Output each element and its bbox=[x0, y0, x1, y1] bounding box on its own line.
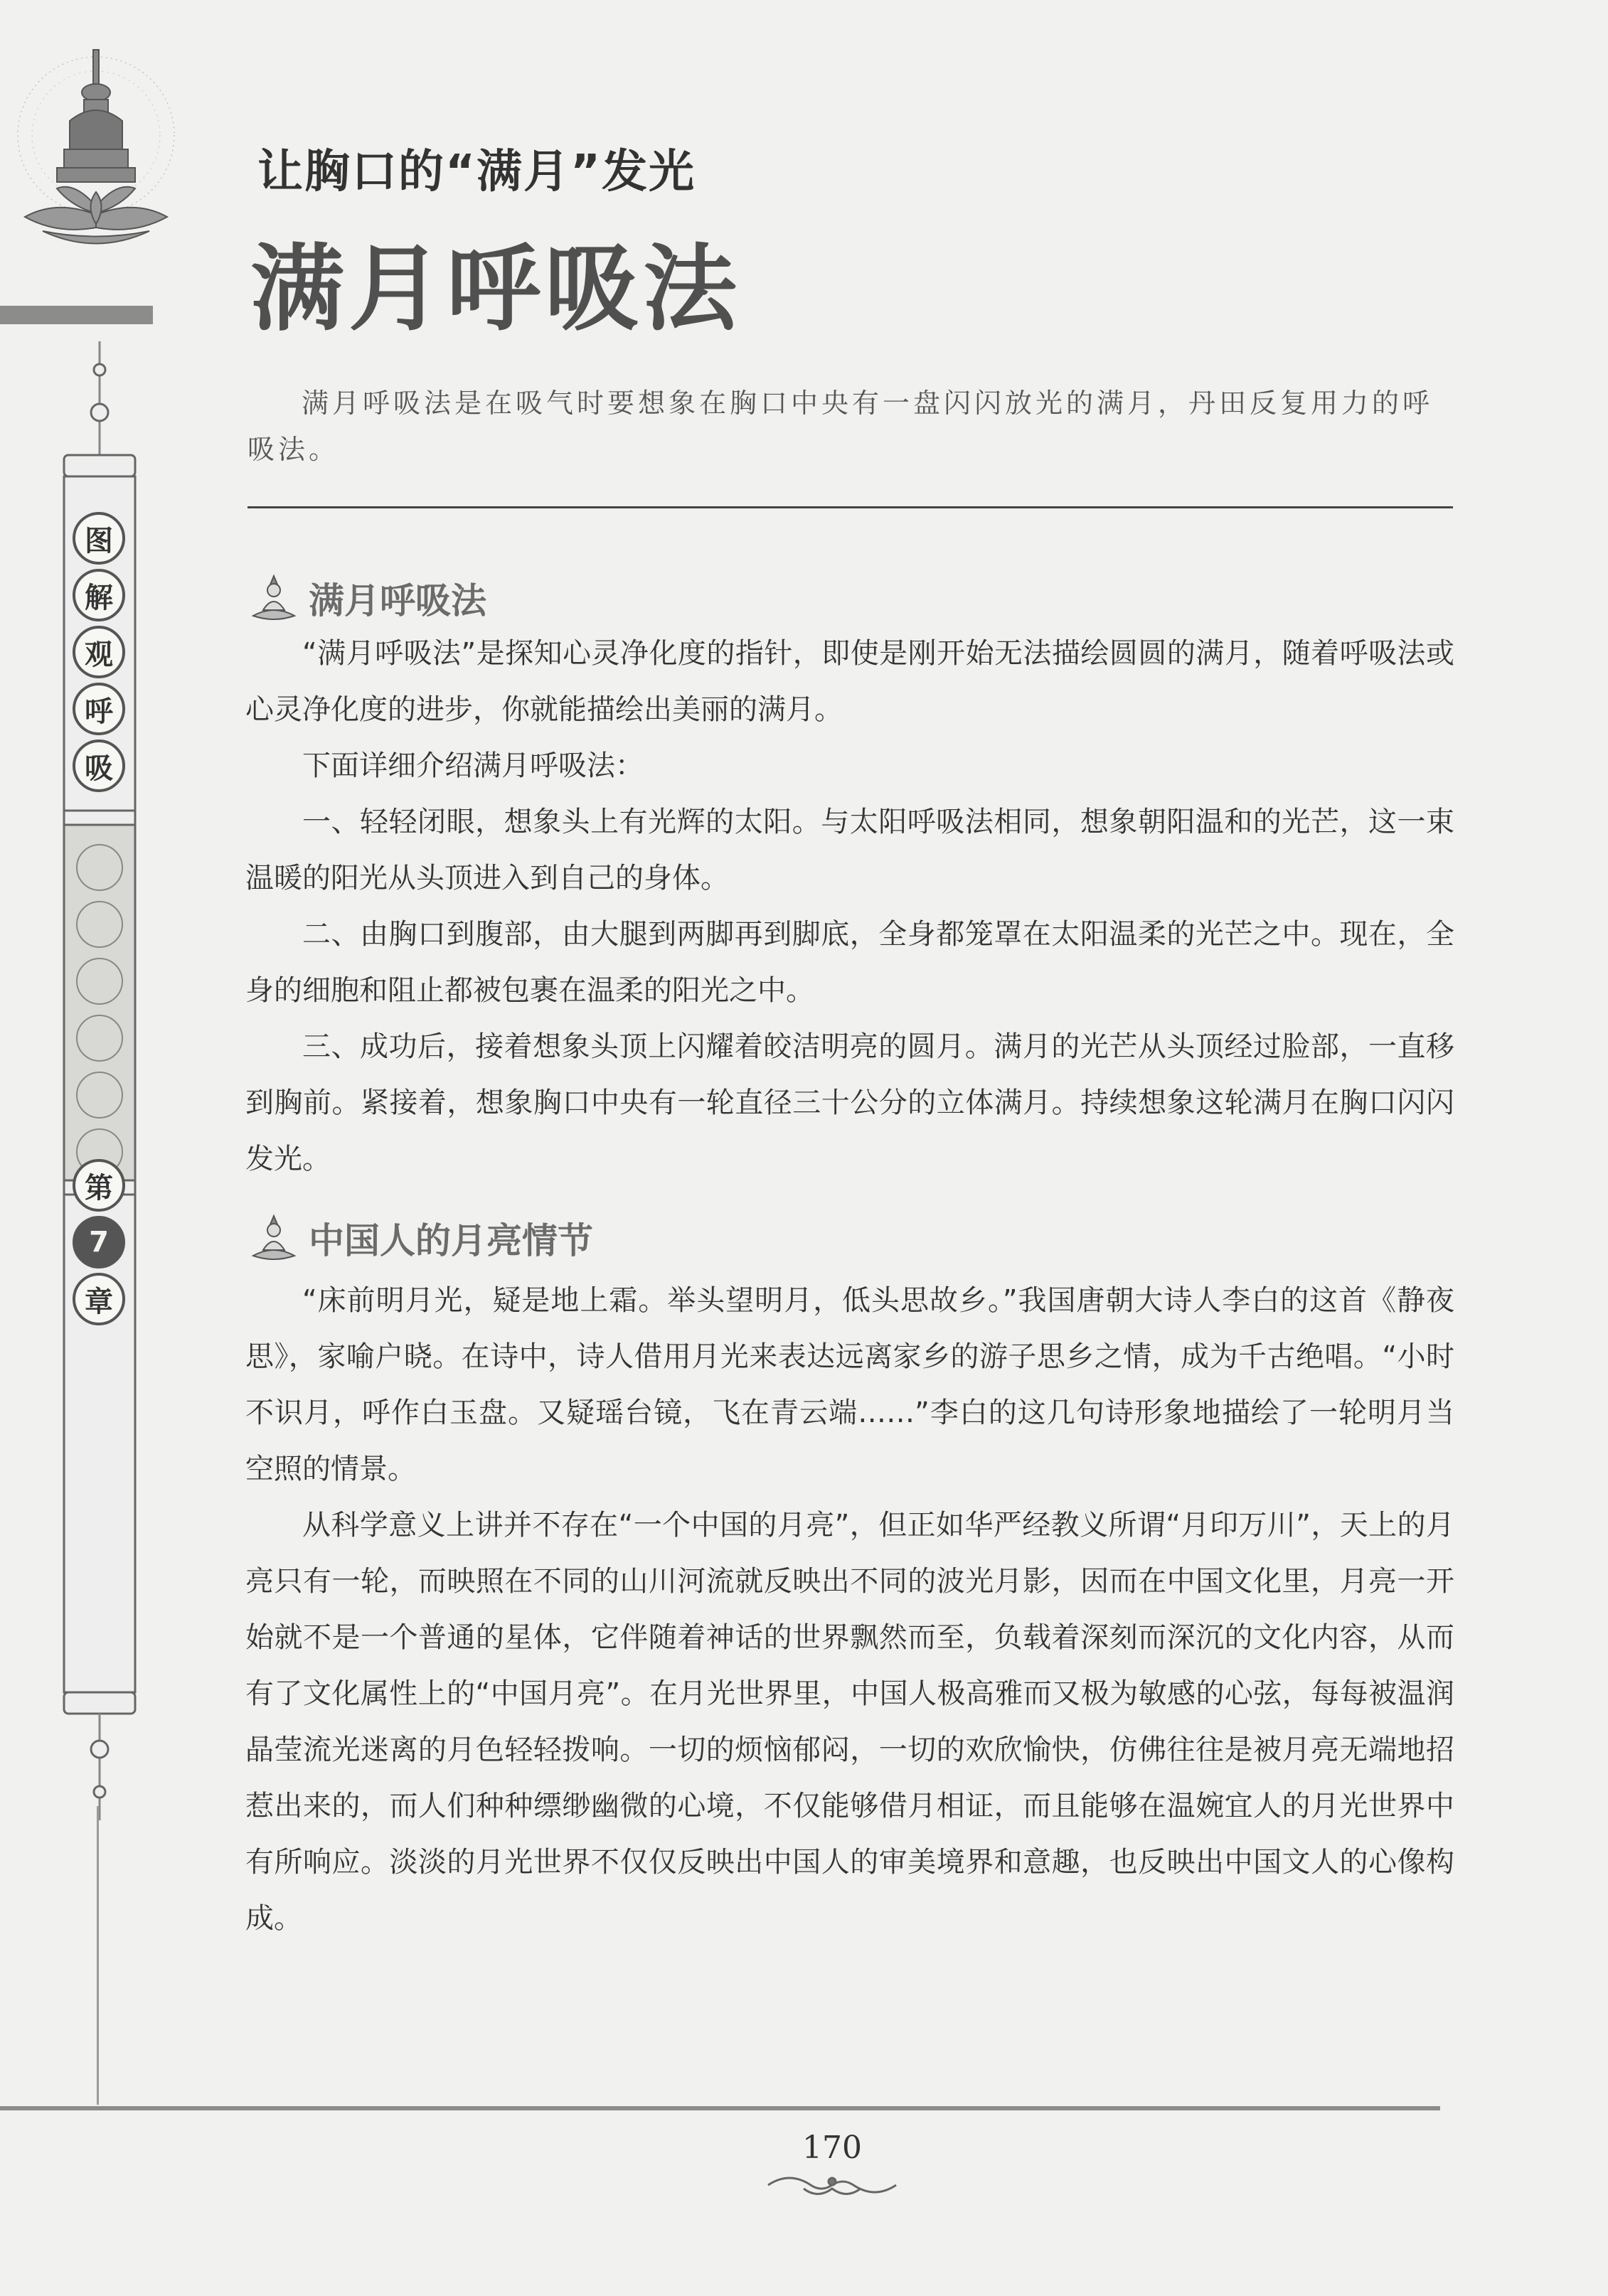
side-title-char: 吸 bbox=[73, 739, 125, 792]
chapter-number: 7 bbox=[73, 1216, 125, 1269]
body-paragraph: 从科学意义上讲并不存在“一个中国的月亮”，但正如华严经教义所谓“月印万川”，天上的月亮只有一轮，而映照在不同的山川河流就反映出不同的波光月影，因而在中国文化里，月亮一开始就不是一个普通的星体，它伴随着神话的世界飘然而至，负载着深刻而深沉的文化内容，从而有了文化属性上的“中国月亮”。在月光世界里，中国人极高雅而又极为敏感的心弦，每每被温润晶莹流光迷离的月色轻轻拨响。一切的烦恼郁闷，一切的欢欣愉快，仿佛往往是被月亮无端地招惹出来的，而人们种种缥缈幽微的心境，不仅能够借月相证，而且能够在温婉宜人的月光世界中有所响应。淡淡的月光世界不仅仅反映出中国人的审美境界和意趣，也反映出中国文人的心像构成。 bbox=[245, 1509, 1454, 1935]
side-book-title bbox=[71, 512, 127, 792]
footer-rule bbox=[0, 2106, 1440, 2110]
top-decorative-bar bbox=[0, 306, 153, 324]
side-title-char: 观 bbox=[73, 626, 125, 678]
body-paragraph: 二、由胸口到腹部，由大腿到两脚再到脚底，全身都笼罩在太阳温柔的光芒之中。现在，全身的细胞和阻止都被包裹在温柔的阳光之中。 bbox=[245, 918, 1454, 1007]
chapter-char: 第 bbox=[73, 1159, 125, 1212]
chapter-char: 章 bbox=[73, 1273, 125, 1325]
stupa-lotus-emblem bbox=[14, 28, 178, 284]
body-paragraph: “床前明月光，疑是地上霜。举头望明月，低头思故乡。”我国唐朝大诗人李白的这首《静夜思》，家喻户晓。在诗中，诗人借用月光来表达远离家乡的游子思乡之情，成为千古绝唱。“小时不识月，呼作白玉盘。又疑瑶台镜，飞在青云端……”李白的这几句诗形象地描绘了一轮明月当空照的情景。 bbox=[245, 1284, 1454, 1485]
page-subtitle: 让胸口的“满月”发光 bbox=[257, 146, 696, 198]
section-heading-text: 中国人的月亮情节 bbox=[309, 1219, 593, 1261]
meditating-figure-icon bbox=[249, 1213, 299, 1263]
side-title-char: 图 bbox=[73, 512, 125, 565]
pillar-tail-line bbox=[97, 1806, 99, 2105]
body-paragraph: “满月呼吸法”是探知心灵净化度的指针，即使是刚开始无法描绘圆圆的满月，随着呼吸法或心灵净化度的进步，你就能描绘出美丽的满月。 bbox=[245, 637, 1454, 726]
section-heading bbox=[249, 572, 486, 624]
meditating-figure-icon bbox=[249, 573, 299, 623]
intro-paragraph: 满月呼吸法是在吸气时要想象在胸口中央有一盘闪闪放光的满月，丹田反复用力的呼吸法。 bbox=[247, 388, 1434, 465]
section-heading-text: 满月呼吸法 bbox=[309, 580, 486, 621]
chapter-badge bbox=[71, 1159, 127, 1325]
page-title: 满月呼吸法 bbox=[250, 234, 741, 344]
body-paragraph: 三、成功后，接着想象头顶上闪耀着皎洁明亮的圆月。满月的光芒从头顶经过脸部，一直移到胸前。紧接着，想象胸口中央有一轮直径三十公分的立体满月。持续想象这轮满月在胸口闪闪发光。 bbox=[245, 1030, 1454, 1175]
header-divider bbox=[247, 506, 1453, 508]
page-number-flourish bbox=[761, 2167, 903, 2203]
body-paragraph: 一、轻轻闭眼，想象头上有光辉的太阳。与太阳呼吸法相同，想象朝阳温和的光芒，这一束温暖的阳光从头顶进入到自己的身体。 bbox=[245, 806, 1454, 895]
body-paragraph: 下面详细介绍满月呼吸法： bbox=[302, 749, 644, 782]
side-title-char: 解 bbox=[73, 569, 125, 621]
section-heading bbox=[249, 1212, 593, 1264]
page-number: 170 bbox=[802, 2130, 862, 2166]
side-title-char: 呼 bbox=[73, 683, 125, 735]
